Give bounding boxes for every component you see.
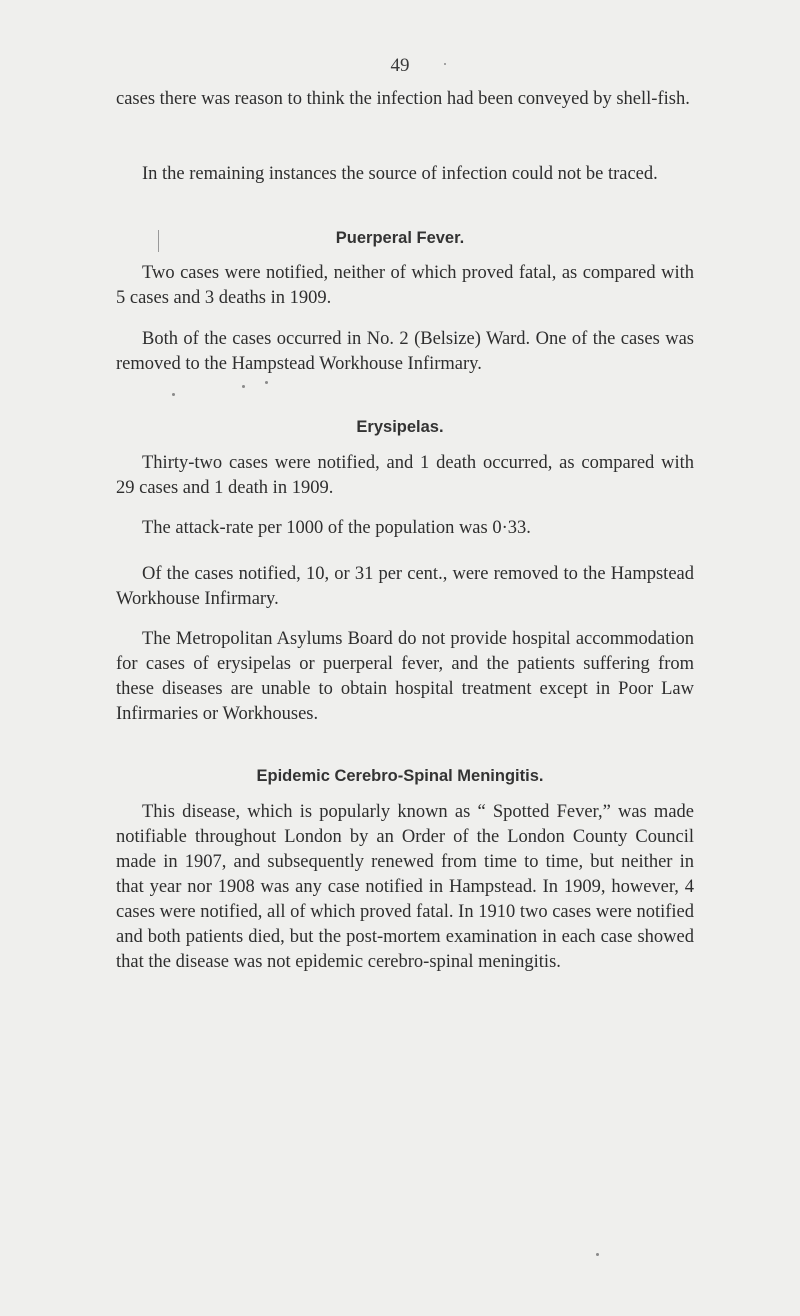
- heading-erysipelas: Erysipelas.: [356, 418, 444, 436]
- scan-speck: [596, 1253, 599, 1256]
- paragraph-removed-infirmary: Of the cases notified, 10, or 31 per cent., were removed to the Hampstead Workhouse Infirmary.: [116, 564, 694, 609]
- paragraph-puerperal-cases: Two cases were notified, neither of which proved fatal, as compared with 5 cases and 3 deaths in 1909.: [116, 263, 694, 308]
- heading-puerperal-fever: Puerperal Fever.: [335, 229, 465, 247]
- scan-speck: [242, 385, 245, 388]
- scan-speck: [172, 393, 175, 396]
- scan-speck: [265, 381, 268, 384]
- paragraph-attack-rate: The attack-rate per 1000 of the population was 0·33.: [142, 518, 531, 538]
- scan-speck: [444, 63, 446, 65]
- heading-meningitis: Epidemic Cerebro-Spinal Meningitis.: [256, 767, 544, 785]
- paragraph-puerperal-ward: Both of the cases occurred in No. 2 (Belsize) Ward. One of the cases was removed to the Hampstead Workhouse Infirmary.: [116, 329, 694, 374]
- scan-mark: [158, 230, 159, 252]
- page-number: 49: [390, 55, 410, 76]
- paragraph-meningitis: This disease, which is popularly known as “ Spotted Fever,” was made notifiable throughout London by an Order of the London County Council made in 1907, and subsequently renewed from time to time, but neither in that year nor 1908 was any case notified in Hampstead. In 1909, however, 4 cases were notified, all of which proved fatal. In 1910 two cases were notified and both patients died, but the post-mortem examination in each case showed that the disease was not epidemic cerebro-spinal meningitis.: [116, 802, 694, 972]
- paragraph-source-untraced: In the remaining instances the source of infection could not be traced.: [142, 164, 658, 184]
- paragraph-shellfish: cases there was reason to think the infection had been conveyed by shell-fish.: [116, 89, 690, 109]
- paragraph-erysipelas-cases: Thirty-two cases were notified, and 1 death occurred, as compared with 29 cases and 1 death in 1909.: [116, 453, 694, 498]
- paragraph-asylums-board: The Metropolitan Asylums Board do not provide hospital accommodation for cases of erysipelas or puerperal fever, and the patients suffering from these diseases are unable to obtain hospital treatment except in Poor Law Infirmaries or Workhouses.: [116, 629, 694, 724]
